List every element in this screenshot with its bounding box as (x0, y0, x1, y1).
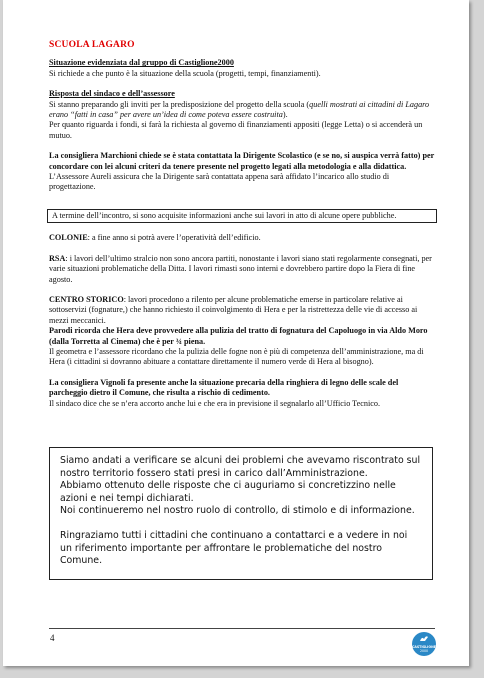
rsa-label: RSA (49, 253, 66, 263)
footer-divider (49, 628, 435, 629)
centro-text: : lavori procedono a rilento per alcune problematiche emerse in particolare relative ai sottoservizi (fognature,) che hanno richiesto il coinvolgimento di Hera e per la ristrettezza delle vie di accesso ai mezzi meccanici. (49, 294, 418, 325)
spacer (49, 193, 435, 209)
colonie-label: COLONIE (49, 233, 88, 243)
colonie-text: : a fine anno si potrà avere l’operatività dell’edificio. (87, 233, 261, 243)
response-heading: Risposta del sindaco e dell’assessore (49, 89, 175, 99)
closing-paragraph-1: Siamo andati a verificare se alcuni dei problemi che avevamo riscontrato sul nostro territorio fossero stati presi in carico dall’Amministrazione. (60, 455, 421, 479)
closing-paragraph-2: Abbiamo ottenuto delle risposte che ci auguriamo si concretizzino nelle azioni e nei tempi dichiarati. (60, 480, 396, 504)
marchioni-request: La consigliera Marchioni chiede se è stata contattata la Dirigente Scolastico (e se no, si auspica verrà fatto) per concordare con lei alcuni criteri da tenere presente nel progetto legati alla metodologia e alla didattica. (49, 151, 435, 171)
closing-paragraph-4: Ringraziamo tutti i cittadini che continuano a contattarci e a vedere in noi un riferimento importante per affrontare le problematiche del nostro Comune. (60, 529, 408, 567)
centro-label: CENTRO STORICO (49, 294, 124, 304)
response-paragraph-1 (49, 100, 435, 121)
situation-heading: Situazione evidenziata dal gruppo di Castiglione2000 (49, 58, 234, 68)
vignoli-request: La consigliera Vignoli fa presente anche la situazione precaria della ringhiera di legno delle scale del parcheggio dietro il Comune, che risulta a rischio di cedimento. (49, 377, 399, 398)
page-number: 4 (50, 633, 55, 643)
centro-paragraph (49, 295, 435, 326)
bird-icon (419, 635, 429, 643)
response-text: Si stanno preparando gli inviti per la predisposizione del progetto della scuola ( (49, 99, 310, 109)
castiglione-logo (412, 632, 436, 656)
logo-year: 2000 (419, 649, 429, 653)
rsa-text: : i lavori dell’ultimo stralcio non sono ancora partiti, nonostante i lavori siano stati regolarmente consegnati, per varie situazioni problematiche della Ditta. I lavori rimasti sono interni e dovrebbero partire dopo la Fiera di fine agosto. (49, 253, 432, 284)
aureli-reply: L’Assessore Aureli assicura che la Dirigente sarà contattata appena sarà affidato l’incarico allo studio di progettazione. (49, 172, 390, 192)
spacer (60, 518, 422, 530)
closing-paragraph-3: Noi continueremo nel nostro ruolo di controllo, di stimolo e di informazione. (60, 505, 415, 517)
logo-text: CASTIGLIONE (412, 645, 436, 649)
spacer (49, 368, 435, 378)
spacer (49, 223, 435, 233)
spacer (49, 79, 435, 89)
parodi-request: Parodi ricorda che Hera deve provvedere alla pulizia del tratto di fognatura del Capoluogo in via Aldo Moro (dalla Torretta al Cinema) che è per ¾ piena. (49, 326, 428, 346)
response-text-end: ). (282, 110, 288, 120)
parodi-reply: Il geometra e l’assessore ricordano che la pulizia delle fogne non è più di competenza dell’amministrazione, ma di Hera (i cittadini si dovranno abituare a contattare direttamente il numero verde di Hera al bisogno). (49, 346, 424, 367)
section-title: SCUOLA LAGARO (49, 40, 135, 50)
vignoli-reply: Il sindaco dice che se n’era accorto anche lui e che era in previsione il segnalarlo all’Ufficio Tecnico. (49, 398, 381, 408)
colonie-paragraph (49, 233, 435, 243)
page-content (49, 40, 435, 409)
response-italic-text: quelli mostrati ai cittadini di Lagaro erano “fatti in casa” per avere un’idea di come poteva essere costruita (49, 99, 430, 120)
document-page (3, 0, 469, 666)
spacer (49, 285, 435, 295)
spacer (49, 244, 435, 254)
situation-text: Si richiede a che punto è la situazione della scuola (progetti, tempi, finanziamenti). (49, 68, 321, 78)
closing-box (49, 447, 433, 580)
boxed-note: A termine dell’incontro, si sono acquisite informazioni anche sui lavori in atto di alcune opere pubbliche. (47, 209, 437, 223)
response-paragraph-2: Per quanto riguarda i fondi, si farà la richiesta al governo di finanziamenti appositi (legge Letta) o si accenderà un mutuo. (49, 120, 423, 140)
rsa-paragraph (49, 254, 435, 285)
spacer (49, 141, 435, 151)
